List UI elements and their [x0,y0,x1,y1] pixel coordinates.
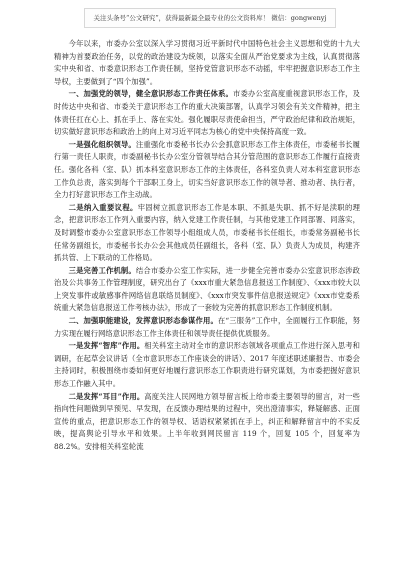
paragraph-text: 结合市委办公室工作实际，进一步健全完善市委办公室意识形态涉政治及公共事务工作管理制度，研究出台了《xxx市重大紧急信息报送工作制度》、《xxx市较大以上突发事件或敏感事件网络信息联络员制度》、《xxx市突发事件信息报送规定》《xxx市党委系统重大紧急信息报送工作考核办法》，形成了一套较为完善的抓意识形态工作制度机制。 [54,265,360,313]
paragraph-text: 今年以来，市委办公室以深入学习贯彻习近平新时代中国特色社会主义思想和党的十九大精神为首要政治任务，以党的政治建设为统领，以落实全面从严治党要求为主线，认真贯彻落实中央和省、市委意识形态工作责任制，坚持党管意识形态不动摇，牢牢把握意识形态工作主导权，主要做到了“四个加强”。 [54,39,360,86]
point-lead: 二是纳入重要议程。 [68,202,138,212]
paragraph-text: 牢固树立抓意识形态工作是本职、不抓是失职、抓不好是渎职的理念，把意识形态工作列入重要内容，纳入党建工作责任制，与其他党建工作同部署、同落实，及时调整市委办公室意识形态工作领导小组组成人员，市委秘书长任组长，市委常务副秘书长任常务副组长，市委秘书长办公会其他成员任副组长，各科（室、队）负责人为成员，构建齐抓共管、上下联动的工作格局。 [54,202,360,263]
document-body [54,38,360,454]
section-heading: 二、加强职能建设，发挥意识形态参谋作用。 [68,316,218,326]
paragraph-text: 相关科室主动对全市的意识形态领域各项重点工作进行深入思考和调研，在起草会议讲话（全市意识形态工作座谈会的讲话）、2017 年度述职述廉报告、市委会主持词时，积极围绕市委如何更好地履行意识形态工作职责进行研究谋划，为市委把握好意识形态工作融入其中。 [54,341,360,389]
header-notice: 关注头条号“公文研究”，获得最新最全最专业的公文资料库！ 微信：gongwenyj [84,8,336,28]
point-one [54,139,360,202]
point-lead: 一是发挥“智库”作用。 [68,341,145,351]
section-one [54,88,360,138]
section-two [54,315,360,340]
paragraph-text: 注重强化市委秘书长办公会抓意识形态工作主体责任，市委秘书长履行第一责任人职责，市委副秘书长办公室分管领导结合其分管范围的意识形态工作履行直接责任。强化各科（室、队）抓本科室意识形态工作的主体责任，各科室负责人对本科室意识形态工作负总责，落实到每个干部职工身上，切实当好意识形态工作的领导者、推动者、执行者，全力打好意识形态工作主动战。 [54,139,360,200]
section-heading: 一、加强党的领导，健全意识形态工作责任体系。 [68,89,234,99]
point-three [54,265,360,315]
paragraph-text: 高度关注人民网地方领导留言板上给市委主要领导的留言，对一些指向性问题做到早预见、早发现，在反馈办理结果的过程中，突出澄清事实，释疑解惑、正面宣传的重点，把意识形态工作的领导权、话语权紧紧抓在手上，纠正和解释留言中的不实反映，提高舆论引导水平和效果。上半年收到网民留言 119 个，回复 105 个，回复率为 88.2%。安排相关科室轮流 [54,391,360,451]
point-lead: 一是强化组织领导。 [68,139,136,149]
point-lead: 二是发挥“耳目”作用。 [68,391,145,401]
intro-paragraph [54,38,360,88]
paragraph-text: 市委办公室高度重视意识形态工作，及时传达中央和省、市委关于意识形态工作的重大决策部署，认真学习领会有关文件精神，把主体责任扛在心上、抓在手上、落在实处。强化履职尽责使命担当，严守政治纪律和政治规矩，切实做好意识形态和政治上的向上对习近平同志为核心的党中央保持高度一致。 [54,89,360,137]
point-four [54,340,360,390]
paragraph-text: 在“三服务”工作中，全面履行工作职能，努力实现在履行网络意识形态工作主体责任和领导责任提供优质服务。 [54,316,360,338]
point-five [54,391,360,454]
point-lead: 三是完善工作机制。 [68,265,136,275]
point-two [54,202,360,265]
